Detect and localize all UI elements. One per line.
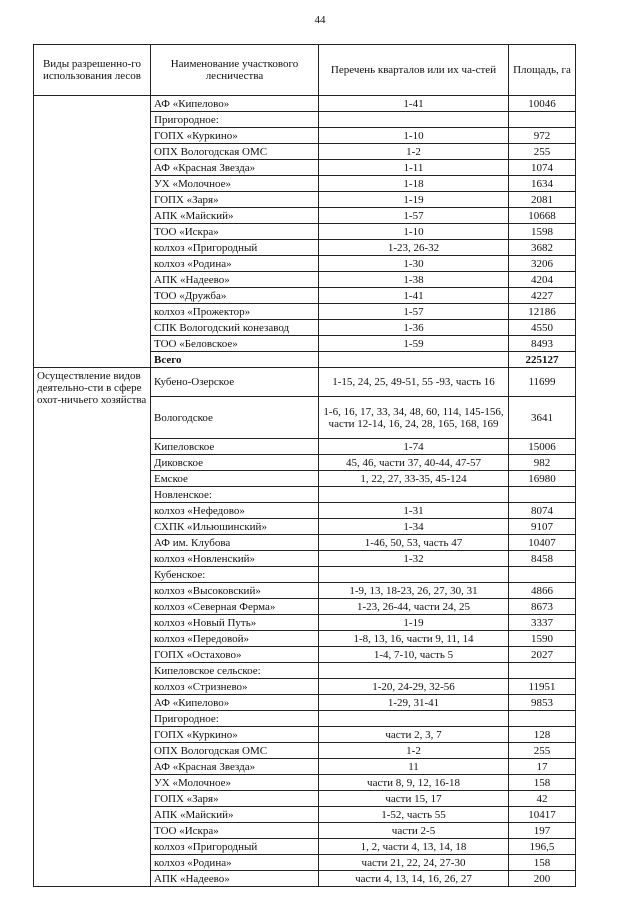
quarters-cell: 1-20, 24-29, 32-56 xyxy=(319,679,509,695)
district-name-cell: Вологодское xyxy=(151,397,319,439)
quarters-cell: 1-19 xyxy=(319,192,509,208)
quarters-cell: 1-30 xyxy=(319,256,509,272)
quarters-cell: части 2, 3, 7 xyxy=(319,727,509,743)
header-area: Площадь, га xyxy=(509,45,576,96)
quarters-cell: части 4, 13, 14, 16, 26, 27 xyxy=(319,871,509,887)
district-name-cell: УХ «Молочное» xyxy=(151,775,319,791)
district-name-cell: Новленское: xyxy=(151,487,319,503)
quarters-cell: 1-9, 13, 18-23, 26, 27, 30, 31 xyxy=(319,583,509,599)
district-name-cell: колхоз «Нефедово» xyxy=(151,503,319,519)
quarters-cell: 1-23, 26-32 xyxy=(319,240,509,256)
district-name-cell: ОПХ Вологодская ОМС xyxy=(151,144,319,160)
quarters-cell: 1-57 xyxy=(319,208,509,224)
district-name-cell: СПК Вологодский конезавод xyxy=(151,320,319,336)
quarters-cell: 1-23, 26-44, части 24, 25 xyxy=(319,599,509,615)
area-cell: 16980 xyxy=(509,471,576,487)
quarters-cell: 1, 2, части 4, 13, 14, 18 xyxy=(319,839,509,855)
district-name-cell: Всего xyxy=(151,352,319,368)
district-name-cell: Кипеловское сельское: xyxy=(151,663,319,679)
area-cell: 196,5 xyxy=(509,839,576,855)
quarters-cell: 1-41 xyxy=(319,96,509,112)
district-name-cell: колхоз «Родина» xyxy=(151,855,319,871)
area-cell: 200 xyxy=(509,871,576,887)
quarters-cell: 1-29, 31-41 xyxy=(319,695,509,711)
district-name-cell: ТОО «Искра» xyxy=(151,823,319,839)
header-use: Виды разрешенно-го использования лесов xyxy=(34,45,151,96)
area-cell: 225127 xyxy=(509,352,576,368)
district-name-cell: ГОПХ «Остахово» xyxy=(151,647,319,663)
district-name-cell: УХ «Молочное» xyxy=(151,176,319,192)
area-cell: 10407 xyxy=(509,535,576,551)
quarters-cell: части 2-5 xyxy=(319,823,509,839)
district-name-cell: колхоз «Новый Путь» xyxy=(151,615,319,631)
district-name-cell: колхоз «Пригородный xyxy=(151,839,319,855)
quarters-cell: 1-59 xyxy=(319,336,509,352)
area-cell: 197 xyxy=(509,823,576,839)
district-name-cell: АПК «Надеево» xyxy=(151,871,319,887)
table-row xyxy=(34,96,576,112)
area-cell: 8493 xyxy=(509,336,576,352)
district-name-cell: АПК «Надеево» xyxy=(151,272,319,288)
use-type-cell: Осуществление видов деятельно-сти в сфере охот-ничьего хозяйства xyxy=(34,368,151,887)
area-cell: 11699 xyxy=(509,368,576,397)
area-cell xyxy=(509,487,576,503)
area-cell: 10046 xyxy=(509,96,576,112)
area-cell: 17 xyxy=(509,759,576,775)
area-cell: 972 xyxy=(509,128,576,144)
quarters-cell xyxy=(319,663,509,679)
area-cell xyxy=(509,663,576,679)
area-cell: 9107 xyxy=(509,519,576,535)
area-cell: 1074 xyxy=(509,160,576,176)
quarters-cell: 1-15, 24, 25, 49-51, 55 -93, часть 16 xyxy=(319,368,509,397)
area-cell: 10668 xyxy=(509,208,576,224)
district-name-cell: АФ «Красная Звезда» xyxy=(151,759,319,775)
quarters-cell xyxy=(319,112,509,128)
quarters-cell: 1-57 xyxy=(319,304,509,320)
quarters-cell: 1-4, 7-10, часть 5 xyxy=(319,647,509,663)
quarters-cell: 1-11 xyxy=(319,160,509,176)
area-cell: 15006 xyxy=(509,439,576,455)
district-name-cell: Емское xyxy=(151,471,319,487)
quarters-cell xyxy=(319,711,509,727)
area-cell: 1598 xyxy=(509,224,576,240)
district-name-cell: АФ «Красная Звезда» xyxy=(151,160,319,176)
quarters-cell xyxy=(319,487,509,503)
district-name-cell: ГОПХ «Куркино» xyxy=(151,128,319,144)
quarters-cell xyxy=(319,352,509,368)
quarters-cell: 1-10 xyxy=(319,128,509,144)
district-name-cell: Кубено-Озерское xyxy=(151,368,319,397)
quarters-cell: 1-18 xyxy=(319,176,509,192)
district-name-cell: АФ «Кипелово» xyxy=(151,96,319,112)
district-name-cell: Кубенское: xyxy=(151,567,319,583)
area-cell xyxy=(509,112,576,128)
area-cell: 3682 xyxy=(509,240,576,256)
forest-use-table xyxy=(33,44,576,887)
district-name-cell: АПК «Майский» xyxy=(151,208,319,224)
district-name-cell: колхоз «Пригородный xyxy=(151,240,319,256)
area-cell: 1590 xyxy=(509,631,576,647)
quarters-cell: 1-41 xyxy=(319,288,509,304)
area-cell: 4227 xyxy=(509,288,576,304)
area-cell: 12186 xyxy=(509,304,576,320)
area-cell: 2081 xyxy=(509,192,576,208)
area-cell: 158 xyxy=(509,775,576,791)
district-name-cell: колхоз «Передовой» xyxy=(151,631,319,647)
district-name-cell: АФ «Кипелово» xyxy=(151,695,319,711)
area-cell: 255 xyxy=(509,743,576,759)
quarters-cell xyxy=(319,567,509,583)
district-name-cell: Диковское xyxy=(151,455,319,471)
area-cell: 42 xyxy=(509,791,576,807)
use-type-cell xyxy=(34,96,151,368)
area-cell: 2027 xyxy=(509,647,576,663)
quarters-cell: 1-2 xyxy=(319,144,509,160)
area-cell: 9853 xyxy=(509,695,576,711)
district-name-cell: колхоз «Высоковский» xyxy=(151,583,319,599)
quarters-cell: 1-31 xyxy=(319,503,509,519)
table-body xyxy=(34,96,576,887)
area-cell: 4204 xyxy=(509,272,576,288)
area-cell: 10417 xyxy=(509,807,576,823)
quarters-cell: 1-34 xyxy=(319,519,509,535)
district-name-cell: ОПХ Вологодская ОМС xyxy=(151,743,319,759)
quarters-cell: 1-46, 50, 53, часть 47 xyxy=(319,535,509,551)
district-name-cell: ТОО «Искра» xyxy=(151,224,319,240)
district-name-cell: Пригородное: xyxy=(151,112,319,128)
area-cell: 11951 xyxy=(509,679,576,695)
quarters-cell: 1-74 xyxy=(319,439,509,455)
area-cell: 1634 xyxy=(509,176,576,192)
district-name-cell: АПК «Майский» xyxy=(151,807,319,823)
table-row xyxy=(34,368,576,397)
district-name-cell: АФ им. Клубова xyxy=(151,535,319,551)
district-name-cell: колхоз «Родина» xyxy=(151,256,319,272)
district-name-cell: ТОО «Дружба» xyxy=(151,288,319,304)
district-name-cell: колхоз «Стризнево» xyxy=(151,679,319,695)
quarters-cell: 1-2 xyxy=(319,743,509,759)
quarters-cell: 1, 22, 27, 33-35, 45-124 xyxy=(319,471,509,487)
area-cell: 3641 xyxy=(509,397,576,439)
area-cell: 982 xyxy=(509,455,576,471)
area-cell: 158 xyxy=(509,855,576,871)
area-cell: 3337 xyxy=(509,615,576,631)
district-name-cell: колхоз «Новленский» xyxy=(151,551,319,567)
district-name-cell: ГОПХ «Куркино» xyxy=(151,727,319,743)
quarters-cell: 1-6, 16, 17, 33, 34, 48, 60, 114, 145-156, части 12-14, 16, 24, 28, 165, 168, 169 xyxy=(319,397,509,439)
page-number: 44 xyxy=(314,14,326,26)
district-name-cell: колхоз «Прожектор» xyxy=(151,304,319,320)
area-cell xyxy=(509,711,576,727)
district-name-cell: Пригородное: xyxy=(151,711,319,727)
district-name-cell: Кипеловское xyxy=(151,439,319,455)
district-name-cell: ГОПХ «Заря» xyxy=(151,192,319,208)
quarters-cell: 11 xyxy=(319,759,509,775)
area-cell xyxy=(509,567,576,583)
quarters-cell: части 21, 22, 24, 27-30 xyxy=(319,855,509,871)
header-district: Наименование участкового лесничества xyxy=(151,45,319,96)
quarters-cell: 1-38 xyxy=(319,272,509,288)
area-cell: 8673 xyxy=(509,599,576,615)
area-cell: 255 xyxy=(509,144,576,160)
area-cell: 3206 xyxy=(509,256,576,272)
quarters-cell: 45, 46, части 37, 40-44, 47-57 xyxy=(319,455,509,471)
area-cell: 8074 xyxy=(509,503,576,519)
quarters-cell: 1-52, часть 55 xyxy=(319,807,509,823)
quarters-cell: 1-8, 13, 16, части 9, 11, 14 xyxy=(319,631,509,647)
area-cell: 4866 xyxy=(509,583,576,599)
quarters-cell: 1-10 xyxy=(319,224,509,240)
area-cell: 128 xyxy=(509,727,576,743)
quarters-cell: части 15, 17 xyxy=(319,791,509,807)
quarters-cell: 1-32 xyxy=(319,551,509,567)
district-name-cell: колхоз «Северная Ферма» xyxy=(151,599,319,615)
area-cell: 4550 xyxy=(509,320,576,336)
district-name-cell: СХПК «Ильюшинский» xyxy=(151,519,319,535)
district-name-cell: ТОО «Беловское» xyxy=(151,336,319,352)
quarters-cell: 1-19 xyxy=(319,615,509,631)
quarters-cell: части 8, 9, 12, 16-18 xyxy=(319,775,509,791)
district-name-cell: ГОПХ «Заря» xyxy=(151,791,319,807)
area-cell: 8458 xyxy=(509,551,576,567)
quarters-cell: 1-36 xyxy=(319,320,509,336)
header-quarters: Перечень кварталов или их ча-стей xyxy=(319,45,509,96)
